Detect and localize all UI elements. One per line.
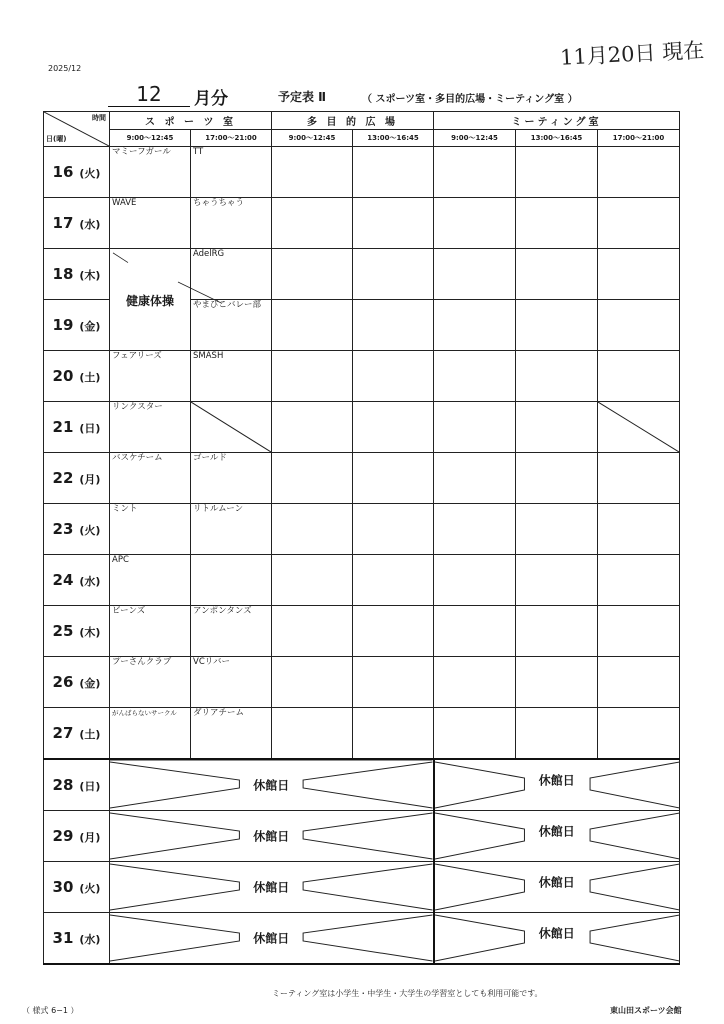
empty-slot (353, 198, 434, 249)
room-header-meeting: ミーティング室 (434, 112, 680, 130)
time-slot-header: 17:00～21:00 (598, 129, 680, 147)
day-cell (44, 657, 110, 708)
empty-slot (598, 657, 680, 708)
empty-slot (434, 555, 516, 606)
day-number: 21 (52, 418, 74, 436)
sports-pm-slot: リトルムーン (191, 504, 272, 555)
empty-slot (598, 504, 680, 555)
unavailable-diagonal (191, 402, 271, 452)
month-number: 12 (108, 82, 190, 107)
day-number: 16 (52, 163, 74, 181)
sports-pm-slot: TT (191, 147, 272, 198)
table-row (44, 453, 680, 504)
day-cell (44, 402, 110, 453)
empty-slot (272, 198, 353, 249)
empty-slot (598, 147, 680, 198)
day-of-week: (日) (79, 780, 101, 793)
day-number: 22 (52, 469, 74, 487)
day-cell (44, 708, 110, 760)
empty-slot (516, 198, 598, 249)
table-row-closed (44, 759, 680, 811)
day-number: 25 (52, 622, 74, 640)
day-number: 20 (52, 367, 74, 385)
table-row (44, 249, 680, 300)
day-number: 29 (52, 827, 74, 845)
empty-slot (353, 453, 434, 504)
empty-slot (272, 402, 353, 453)
closed-span-left (110, 862, 434, 913)
empty-slot (434, 708, 516, 760)
unavailable-slot (191, 402, 272, 453)
sports-pm-slot: VCリバー (191, 657, 272, 708)
empty-slot (598, 198, 680, 249)
day-of-week: (火) (79, 167, 101, 180)
sports-am-slot: ミント (110, 504, 191, 555)
empty-slot (516, 555, 598, 606)
empty-slot (353, 708, 434, 760)
day-cell (44, 453, 110, 504)
footer-note: ミーティング室は小学生・中学生・大学生の学習室としても利用可能です。 (272, 989, 543, 998)
empty-slot (353, 504, 434, 555)
sports-pm-slot: やまびこバレー部 (191, 300, 272, 351)
empty-slot (516, 453, 598, 504)
corner-header (44, 112, 110, 147)
day-number: 18 (52, 265, 74, 283)
empty-slot (353, 249, 434, 300)
empty-slot (353, 606, 434, 657)
closed-text: 休館日 (247, 932, 295, 946)
sports-pm-slot: ちゃうちゃう (191, 198, 272, 249)
day-cell (44, 555, 110, 606)
table-row (44, 351, 680, 402)
empty-slot (516, 708, 598, 760)
closed-span-right (434, 862, 680, 913)
empty-slot (598, 300, 680, 351)
corner-time-label: 時間 (92, 114, 106, 122)
empty-slot (434, 606, 516, 657)
day-cell (44, 862, 110, 913)
empty-slot (598, 708, 680, 760)
empty-slot (516, 606, 598, 657)
day-of-week: (木) (79, 269, 101, 282)
empty-slot (353, 147, 434, 198)
empty-slot (516, 147, 598, 198)
day-of-week: (土) (79, 728, 101, 741)
sports-am-slot: フェアリーズ (110, 351, 191, 402)
day-cell (44, 147, 110, 198)
table-row-closed (44, 913, 680, 965)
sports-am-slot: WAVE (110, 198, 191, 249)
schedule-table (43, 111, 680, 965)
day-number: 17 (52, 214, 74, 232)
table-row (44, 708, 680, 760)
merged-event-label: 健康体操 (125, 294, 174, 308)
day-cell (44, 198, 110, 249)
day-cell (44, 300, 110, 351)
closed-text: 休館日 (533, 774, 581, 788)
closed-span-left (110, 759, 434, 811)
empty-slot (598, 555, 680, 606)
empty-slot (434, 198, 516, 249)
empty-slot (598, 249, 680, 300)
table-row-closed (44, 811, 680, 862)
empty-slot (353, 300, 434, 351)
time-slot-header: 17:00～21:00 (191, 129, 272, 147)
closed-label-left (110, 777, 433, 794)
empty-slot (434, 402, 516, 453)
day-cell (44, 913, 110, 965)
month-suffix: 月分 (194, 89, 228, 109)
sports-am-slot: がんばらないサークル (110, 708, 191, 760)
closed-label-right (435, 772, 680, 789)
day-cell (44, 249, 110, 300)
empty-slot (434, 504, 516, 555)
room-header-plaza: 多 目 的 広 場 (272, 112, 434, 130)
day-number: 30 (52, 878, 74, 896)
empty-slot (434, 657, 516, 708)
closed-text: 休館日 (533, 825, 581, 839)
closed-text: 休館日 (247, 830, 295, 844)
document-date: 2025/12 (48, 64, 82, 73)
empty-slot (516, 249, 598, 300)
empty-slot (516, 300, 598, 351)
table-row (44, 402, 680, 453)
empty-slot (353, 555, 434, 606)
day-number: 26 (52, 673, 74, 691)
closed-label-left (110, 879, 433, 896)
empty-slot (516, 657, 598, 708)
sports-pm-slot: アンポンタンズ (191, 606, 272, 657)
day-cell (44, 759, 110, 811)
time-slot-header: 13:00～16:45 (516, 129, 598, 147)
unavailable-slot (598, 402, 680, 453)
empty-slot (272, 555, 353, 606)
empty-slot (516, 402, 598, 453)
table-row (44, 606, 680, 657)
day-number: 19 (52, 316, 74, 334)
time-slot-header: 9:00～12:45 (434, 129, 516, 147)
table-row (44, 657, 680, 708)
table-row (44, 198, 680, 249)
table-row (44, 147, 680, 198)
table-row (44, 504, 680, 555)
empty-slot (516, 351, 598, 402)
time-slot-header: 9:00～12:45 (110, 129, 191, 147)
day-of-week: (水) (79, 575, 101, 588)
handwritten-note: 11月20日 現在 (559, 38, 705, 70)
closed-span-right (434, 811, 680, 862)
empty-slot (434, 351, 516, 402)
empty-slot (353, 402, 434, 453)
empty-slot (434, 453, 516, 504)
closed-label-right (435, 874, 680, 891)
closed-text: 休館日 (247, 881, 295, 895)
day-of-week: (火) (79, 524, 101, 537)
empty-slot (434, 300, 516, 351)
table-row-closed (44, 862, 680, 913)
empty-slot (353, 657, 434, 708)
empty-slot (272, 453, 353, 504)
empty-slot (272, 249, 353, 300)
closed-label-right (435, 925, 680, 942)
day-number: 24 (52, 571, 74, 589)
closed-label-left (110, 828, 433, 845)
table-row (44, 555, 680, 606)
merged-event-slot (110, 249, 191, 351)
sports-pm-slot (191, 555, 272, 606)
day-cell (44, 606, 110, 657)
day-of-week: (日) (79, 422, 101, 435)
sports-pm-slot: SMASH (191, 351, 272, 402)
closed-span-right (434, 913, 680, 965)
empty-slot (598, 453, 680, 504)
time-slot-header: 9:00～12:45 (272, 129, 353, 147)
sports-am-slot: ビーンズ (110, 606, 191, 657)
day-of-week: (月) (79, 831, 101, 844)
closed-label-right (435, 823, 680, 840)
empty-slot (272, 300, 353, 351)
empty-slot (272, 657, 353, 708)
day-of-week: (水) (79, 218, 101, 231)
empty-slot (272, 606, 353, 657)
day-cell (44, 504, 110, 555)
sports-pm-slot: ダリアチーム (191, 708, 272, 760)
sports-am-slot: リンクスター (110, 402, 191, 453)
schedule-subtitle: （ スポーツ室・多目的広場・ミーティング室 ） (362, 94, 578, 105)
day-cell (44, 351, 110, 402)
sports-pm-slot: AdelRG (191, 249, 272, 300)
sports-pm-slot: ゴールド (191, 453, 272, 504)
room-header-sports: ス ポ ー ツ 室 (110, 112, 272, 130)
schedule-title: 予定表 Ⅱ (278, 90, 327, 104)
unavailable-diagonal (598, 402, 679, 452)
day-of-week: (水) (79, 933, 101, 946)
closed-text: 休館日 (533, 876, 581, 890)
empty-slot (434, 147, 516, 198)
closed-text: 休館日 (247, 779, 295, 793)
closed-span-left (110, 913, 434, 965)
day-number: 27 (52, 724, 74, 742)
empty-slot (272, 504, 353, 555)
empty-slot (272, 351, 353, 402)
empty-slot (434, 249, 516, 300)
corner-day-label: 日(曜) (46, 135, 67, 143)
day-of-week: (木) (79, 626, 101, 639)
empty-slot (353, 351, 434, 402)
closed-label-left (110, 930, 433, 947)
day-cell (44, 811, 110, 862)
sports-am-slot: バスケチーム (110, 453, 191, 504)
closed-text: 休館日 (533, 927, 581, 941)
empty-slot (272, 708, 353, 760)
empty-slot (516, 504, 598, 555)
day-of-week: (火) (79, 882, 101, 895)
day-number: 31 (52, 929, 74, 947)
closed-span-left (110, 811, 434, 862)
day-number: 23 (52, 520, 74, 538)
sports-am-slot: APC (110, 555, 191, 606)
empty-slot (598, 606, 680, 657)
day-of-week: (土) (79, 371, 101, 384)
sports-am-slot: マミーフガール (110, 147, 191, 198)
empty-slot (598, 351, 680, 402)
day-of-week: (金) (79, 677, 101, 690)
day-of-week: (金) (79, 320, 101, 333)
closed-span-right (434, 759, 680, 811)
form-code: （ 様式 6−1 ） (22, 1006, 79, 1015)
empty-slot (272, 147, 353, 198)
organization-name: 東山田スポーツ会館 (610, 1006, 682, 1015)
day-of-week: (月) (79, 473, 101, 486)
day-number: 28 (52, 776, 74, 794)
sports-am-slot: プーさんクラブ (110, 657, 191, 708)
time-slot-header: 13:00～16:45 (353, 129, 434, 147)
